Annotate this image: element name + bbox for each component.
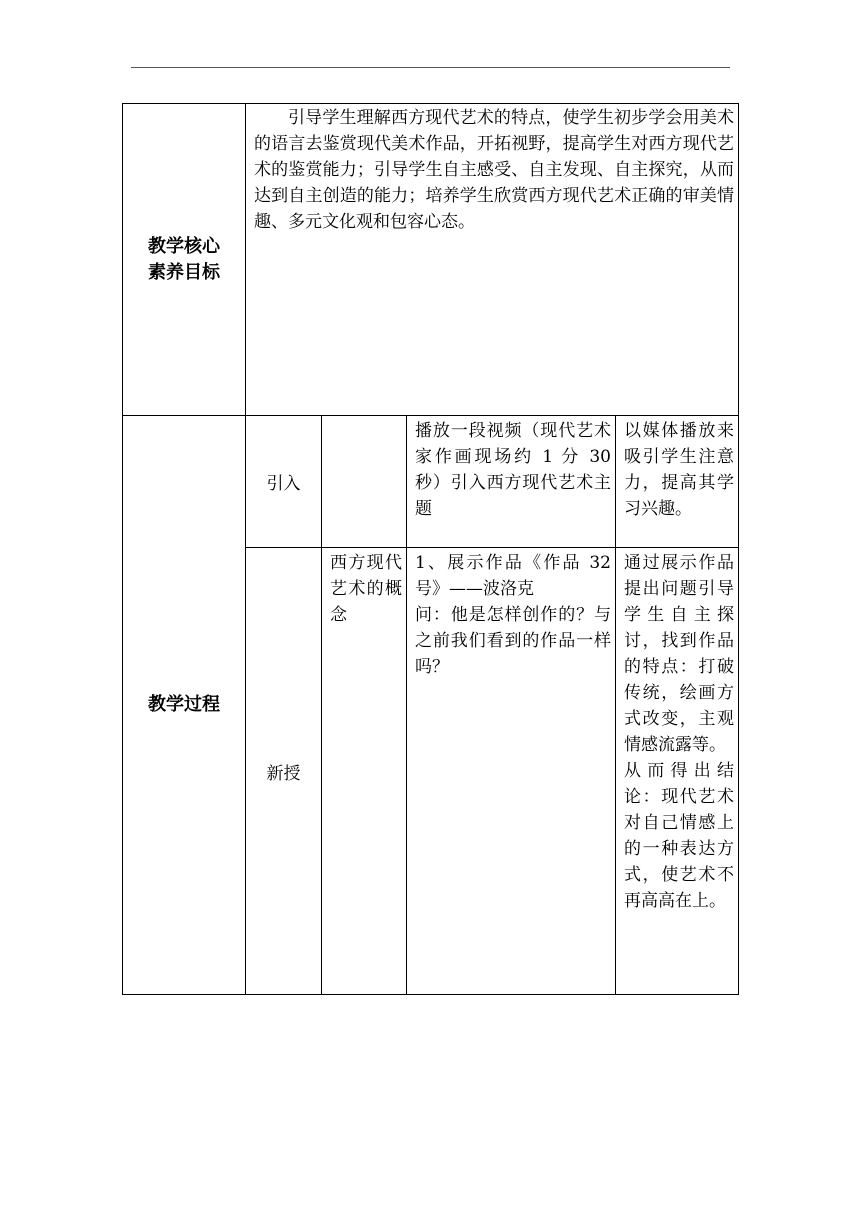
core-goals-text: 引导学生理解西方现代艺术的特点，使学生初步学会用美术的语言去鉴赏现代美术作品，开拓视野，提高学生对西方现代艺术的鉴赏能力；引导学生自主感受、自主发现、自主探究，从而达到自主创造的能力；培养学生欣赏西方现代艺术正确的审美情趣、多元文化观和包容心态。 <box>246 104 739 416</box>
purpose-intro: 以媒体播放来吸引学生注意力，提高其学习兴趣。 <box>616 416 739 548</box>
purpose-new-lesson <box>616 548 739 995</box>
core-goals-label-line1: 教学核心 <box>148 235 220 257</box>
core-goals-row <box>123 104 739 416</box>
core-goals-label-line2: 素养目标 <box>148 261 220 283</box>
process-label: 教学过程 <box>123 416 246 995</box>
core-goals-label <box>123 104 246 416</box>
content-new-lesson-line1: 1、展示作品《作品 32 号》——波洛克 <box>415 553 617 599</box>
stage-intro: 引入 <box>246 416 322 548</box>
topic-intro <box>322 416 407 548</box>
purpose-new-lesson-line2: 从而得出结论：现代艺术对自己情感上的一种表达方式，使艺术不再高高在上。 <box>624 761 734 911</box>
header-rule <box>131 67 730 68</box>
purpose-new-lesson-line1: 通过展示作品提出问题引导学生自主探讨，找到作品的特点：打破传统，绘画方式改变，主观情感流露等。 <box>624 553 734 755</box>
topic-new-lesson: 西方现代艺术的概念 <box>322 548 407 995</box>
content-intro: 播放一段视频（现代艺术家作画现场约 1 分 30 秒）引入西方现代艺术主题 <box>407 416 616 548</box>
content-new-lesson-line2: 问：他是怎样创作的？与之前我们看到的作品一样吗？ <box>415 605 611 677</box>
intro-row <box>123 416 739 548</box>
lesson-plan-table <box>122 103 739 995</box>
stage-new-lesson: 新授 <box>246 548 322 995</box>
content-new-lesson <box>407 548 616 995</box>
